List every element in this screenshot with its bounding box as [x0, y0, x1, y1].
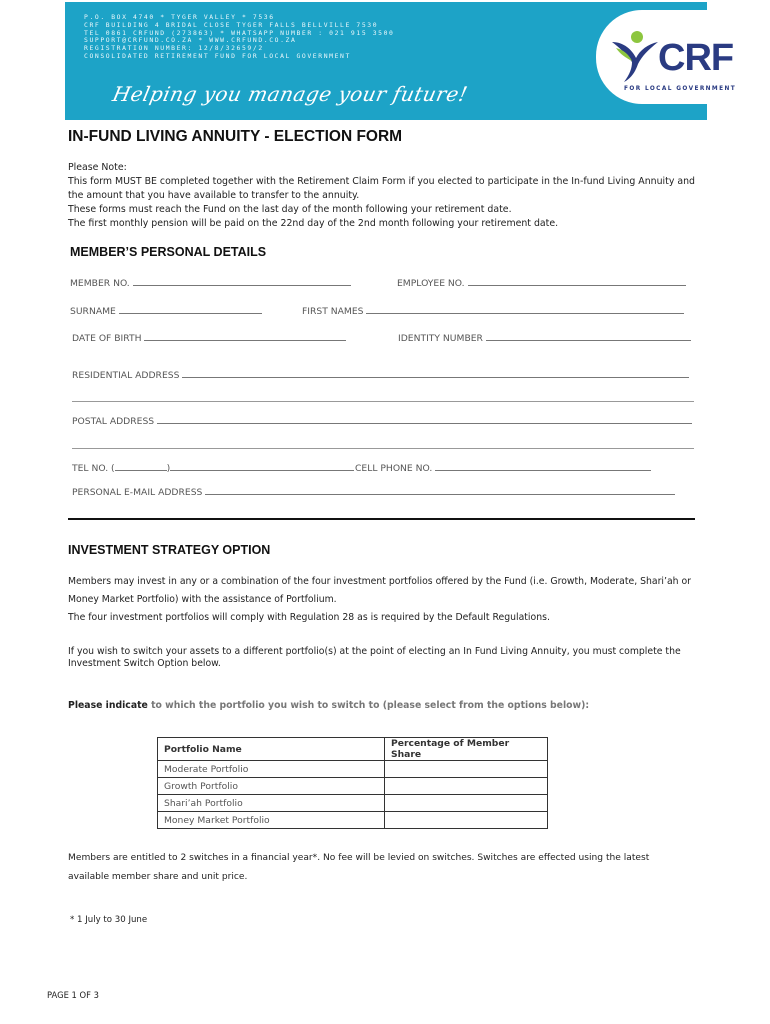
address-line: P.O. BOX 4740 * TYGER VALLEY * 7536 — [84, 13, 275, 21]
id-number-label: IDENTITY NUMBER — [398, 333, 483, 344]
portfolio-name-cell: Moderate Portfolio — [158, 761, 385, 778]
first-names-line[interactable] — [366, 304, 684, 314]
crf-figure-icon — [610, 28, 660, 84]
residential-address-field[interactable] — [72, 368, 689, 381]
table-row — [158, 812, 548, 829]
switches-note — [68, 849, 698, 887]
investment-intro-line: Members may invest in any or a combination of the four investment portfolios offered by the Fund (i.e. Growth, Moderate, Shari’ah or — [68, 576, 692, 587]
table-row — [158, 761, 548, 778]
tel-no-label: TEL NO. ( — [72, 463, 115, 474]
percentage-input-cell[interactable] — [385, 795, 548, 812]
switches-note-line: available member share and unit price. — [68, 872, 248, 882]
postal-address-field[interactable] — [72, 414, 692, 427]
portfolio-table — [157, 737, 548, 829]
note-line: This form MUST BE completed together with the Retirement Claim Form if you elected to participate in the In-fund Living Annuity and — [68, 176, 695, 187]
address-line: SUPPORT@CRFUND.CO.ZA * WWW.CRFUND.CO.ZA — [84, 36, 297, 45]
fund-address-block — [84, 14, 395, 61]
address-line: CRF BUILDING 4 BRIDAL CLOSE TYGER FALLS BELLVILLE 7530 — [84, 20, 379, 29]
address-line: CONSOLIDATED RETIREMENT FUND FOR LOCAL GOVERNMENT — [84, 51, 351, 60]
personal-details-heading: MEMBER’S PERSONAL DETAILS — [70, 245, 267, 259]
address-line: REGISTRATION NUMBER: 12/8/32659/2 — [84, 44, 264, 53]
regulation-note: The four investment portfolios will comply with Regulation 28 as is required by the Default Regulations. — [68, 612, 550, 623]
tel-area-code-line[interactable] — [115, 461, 167, 471]
cell-phone-label: CELL PHONE NO. — [355, 463, 433, 474]
portfolio-name-header: Portfolio Name — [158, 738, 385, 761]
table-row — [158, 795, 548, 812]
page-number: PAGE 1 OF 3 — [47, 990, 99, 1000]
note-line: The first monthly pension will be paid on the 22nd day of the 2nd month following your retirement date. — [68, 218, 559, 229]
header-banner — [65, 2, 737, 120]
postal-address-label: POSTAL ADDRESS — [72, 416, 155, 427]
switch-note-line: Investment Switch Option below. — [68, 658, 221, 669]
percentage-input-cell[interactable] — [385, 761, 548, 778]
investment-strategy-heading: INVESTMENT STRATEGY OPTION — [68, 543, 271, 557]
employee-no-line[interactable] — [468, 276, 686, 286]
logo-subtext: FOR LOCAL GOVERNMENT — [624, 86, 737, 92]
tel-no-line[interactable] — [170, 461, 354, 471]
email-line[interactable] — [205, 485, 675, 495]
surname-field[interactable] — [70, 304, 262, 317]
address-line: TEL 0861 CRFUND (273863) * WHATSAPP NUMBER : 021 915 3500 — [84, 28, 395, 37]
cell-phone-field[interactable] — [355, 461, 651, 474]
note-line: the amount that you have available to transfer to the annuity. — [68, 190, 360, 201]
switches-note-line: Members are entitled to 2 switches in a financial year*. No fee will be levied on switches. Switches are effected using the latest — [68, 853, 650, 863]
please-note — [68, 161, 698, 231]
employee-no-field[interactable] — [397, 276, 686, 289]
dob-label: DATE OF BIRTH — [72, 333, 142, 344]
switch-note — [68, 646, 698, 670]
indicate-instruction — [68, 697, 698, 715]
section-divider — [68, 518, 695, 520]
first-names-label: FIRST NAMES — [302, 306, 364, 317]
dob-field[interactable] — [72, 331, 346, 344]
residential-address-line[interactable] — [182, 368, 689, 378]
portfolio-name-cell: Money Market Portfolio — [158, 812, 385, 829]
tagline: Helping you manage your future! — [110, 82, 471, 106]
residential-address-label: RESIDENTIAL ADDRESS — [72, 370, 180, 381]
postal-address-line[interactable] — [157, 414, 692, 424]
percentage-header: Percentage of Member Share — [385, 738, 548, 761]
tel-close-paren: ) — [166, 463, 171, 474]
tel-no-field[interactable] — [72, 461, 354, 474]
surname-label: SURNAME — [70, 306, 116, 317]
dob-line[interactable] — [144, 331, 346, 341]
investment-intro — [68, 573, 698, 627]
portfolio-name-cell: Growth Portfolio — [158, 778, 385, 795]
id-number-line[interactable] — [486, 331, 691, 341]
note-heading: Please Note: — [68, 162, 127, 173]
employee-no-label: EMPLOYEE NO. — [397, 278, 465, 289]
member-no-field[interactable] — [70, 276, 351, 289]
indicate-rest: to which the portfolio you wish to switch to (please select from the options below): — [147, 700, 590, 711]
portfolio-name-cell: Shari’ah Portfolio — [158, 795, 385, 812]
form-title: IN-FUND LIVING ANNUITY - ELECTION FORM — [68, 128, 403, 145]
crf-logo — [596, 10, 770, 104]
table-header-row — [158, 738, 548, 761]
member-no-label: MEMBER NO. — [70, 278, 130, 289]
footnote: * 1 July to 30 June — [70, 915, 148, 925]
percentage-input-cell[interactable] — [385, 812, 548, 829]
email-field[interactable] — [72, 485, 675, 498]
residential-address-line-2[interactable] — [72, 401, 694, 402]
logo-text: CRF — [658, 37, 734, 79]
id-number-field[interactable] — [398, 331, 691, 344]
cell-phone-line[interactable] — [435, 461, 651, 471]
surname-line[interactable] — [119, 304, 262, 314]
member-no-line[interactable] — [133, 276, 351, 286]
investment-intro-line: Money Market Portfolio) with the assistance of Portfolium. — [68, 594, 337, 605]
percentage-input-cell[interactable] — [385, 778, 548, 795]
indicate-bold: Please indicate — [68, 700, 148, 711]
postal-address-line-2[interactable] — [72, 448, 694, 449]
table-row — [158, 778, 548, 795]
email-label: PERSONAL E-MAIL ADDRESS — [72, 487, 203, 498]
switch-note-line: If you wish to switch your assets to a different portfolio(s) at the point of electing an In Fund Living Annuity, you must complete the — [68, 646, 681, 657]
first-names-field[interactable] — [302, 304, 684, 317]
note-line: These forms must reach the Fund on the last day of the month following your retirement date. — [68, 204, 512, 215]
